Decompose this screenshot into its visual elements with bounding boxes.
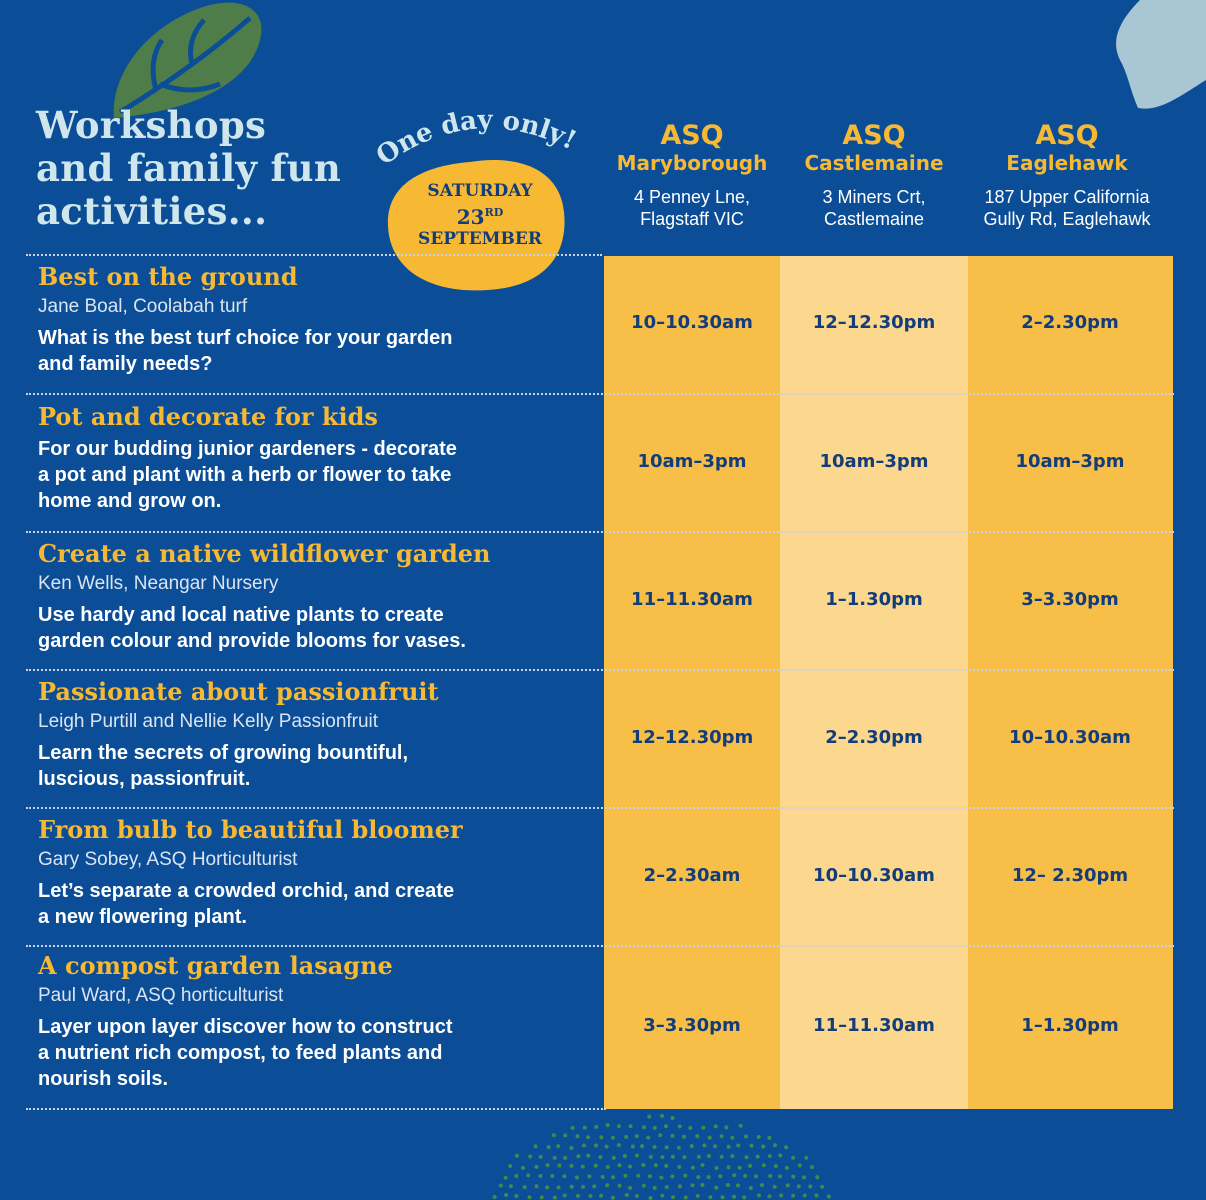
time-castlemaine: 11–11.30am bbox=[813, 1015, 935, 1036]
location-address bbox=[774, 186, 974, 230]
address-line: Gully Rd, Eaglehawk bbox=[983, 209, 1151, 229]
workshop-presenter: Leigh Purtill and Nellie Kelly Passionfruit bbox=[38, 711, 379, 732]
address-line: 4 Penney Lne, bbox=[633, 187, 751, 207]
workshop-row bbox=[38, 678, 598, 792]
workshop-title: Create a native wildflower garden bbox=[38, 539, 491, 568]
badge-day: SATURDAY bbox=[427, 181, 533, 201]
location-header-castlemaine bbox=[774, 122, 974, 230]
location-brand: ASQ bbox=[660, 120, 724, 151]
time-castlemaine: 1–1.30pm bbox=[825, 589, 923, 610]
location-name: Maryborough bbox=[616, 151, 768, 175]
row-divider bbox=[26, 531, 1174, 533]
description-line: Let’s separate a crowded orchid, and create bbox=[38, 880, 455, 902]
description-line: garden colour and provide blooms for vases. bbox=[38, 630, 466, 652]
description-line: nourish soils. bbox=[38, 1068, 169, 1090]
workshop-description bbox=[38, 740, 598, 792]
row-divider bbox=[26, 1108, 606, 1110]
time-maryborough: 11–11.30am bbox=[631, 589, 753, 610]
address-line: Flagstaff VIC bbox=[640, 209, 744, 229]
dot-pattern-icon bbox=[470, 1105, 850, 1200]
workshop-description bbox=[38, 878, 598, 930]
time-eaglehawk: 1–1.30pm bbox=[1021, 1015, 1119, 1036]
workshop-row bbox=[38, 816, 598, 930]
workshop-title: Best on the ground bbox=[38, 262, 298, 291]
description-line: and family needs? bbox=[38, 353, 213, 375]
title-line: Workshops bbox=[36, 103, 267, 147]
address-line: 3 Miners Crt, bbox=[822, 187, 926, 207]
time-castlemaine: 10am–3pm bbox=[819, 451, 929, 472]
workshop-description bbox=[38, 325, 598, 377]
description-line: Layer upon layer discover how to construct bbox=[38, 1016, 453, 1038]
schedule-column-eaglehawk bbox=[968, 256, 1173, 1109]
location-brand: ASQ bbox=[842, 120, 906, 151]
workshop-title: Passionate about passionfruit bbox=[38, 677, 439, 706]
workshop-presenter: Paul Ward, ASQ horticulturist bbox=[38, 985, 284, 1006]
time-eaglehawk: 2–2.30pm bbox=[1021, 312, 1119, 333]
location-address bbox=[592, 186, 792, 230]
workshop-title: A compost garden lasagne bbox=[38, 951, 393, 980]
description-line: a pot and plant with a herb or flower to take bbox=[38, 464, 452, 486]
time-eaglehawk: 10–10.30am bbox=[1009, 727, 1131, 748]
workshop-row bbox=[38, 403, 598, 514]
time-castlemaine: 10–10.30am bbox=[813, 865, 935, 886]
date-suffix: RD bbox=[484, 206, 504, 219]
time-maryborough: 10am–3pm bbox=[637, 451, 747, 472]
workshop-presenter: Jane Boal, Coolabah turf bbox=[38, 296, 248, 317]
time-eaglehawk: 10am–3pm bbox=[1015, 451, 1125, 472]
workshop-description bbox=[38, 602, 598, 654]
workshop-presenter: Ken Wells, Neangar Nursery bbox=[38, 573, 279, 594]
location-header-maryborough bbox=[592, 122, 792, 230]
time-castlemaine: 12–12.30pm bbox=[812, 312, 936, 333]
description-line: a nutrient rich compost, to feed plants and bbox=[38, 1042, 443, 1064]
location-brand: ASQ bbox=[1035, 120, 1099, 151]
time-maryborough: 10–10.30am bbox=[631, 312, 753, 333]
workshop-row bbox=[38, 540, 598, 654]
workshop-row bbox=[38, 952, 598, 1092]
badge-curved-text: One day only! bbox=[371, 105, 581, 172]
row-divider bbox=[26, 807, 1174, 809]
description-line: a new flowering plant. bbox=[38, 906, 247, 928]
description-line: Learn the secrets of growing bountiful, bbox=[38, 742, 409, 764]
workshop-description bbox=[38, 436, 598, 514]
row-divider bbox=[26, 393, 1174, 395]
title-line: activities... bbox=[36, 189, 268, 233]
description-line: home and grow on. bbox=[38, 490, 222, 512]
workshop-presenter: Gary Sobey, ASQ Horticulturist bbox=[38, 849, 298, 870]
time-castlemaine: 2–2.30pm bbox=[825, 727, 923, 748]
time-maryborough: 2–2.30am bbox=[643, 865, 741, 886]
description-line: luscious, passionfruit. bbox=[38, 768, 251, 790]
description-line: Use hardy and local native plants to create bbox=[38, 604, 444, 626]
location-name: Eaglehawk bbox=[1006, 151, 1128, 175]
schedule-column-castlemaine bbox=[780, 256, 968, 1109]
page-title bbox=[36, 104, 376, 233]
location-address bbox=[967, 186, 1167, 230]
location-header-eaglehawk bbox=[967, 122, 1167, 230]
row-divider bbox=[26, 945, 1174, 947]
row-divider bbox=[26, 254, 602, 256]
badge-date bbox=[390, 180, 570, 250]
address-line: Castlemaine bbox=[823, 209, 925, 229]
title-line: and family fun bbox=[36, 146, 342, 190]
badge-month: SEPTEMBER bbox=[418, 229, 542, 249]
description-line: What is the best turf choice for your garden bbox=[38, 327, 453, 349]
time-maryborough: 3–3.30pm bbox=[643, 1015, 741, 1036]
row-divider bbox=[26, 669, 1174, 671]
date-number: 23 bbox=[456, 205, 485, 229]
time-maryborough: 12–12.30pm bbox=[630, 727, 754, 748]
description-line: For our budding junior gardeners - decorate bbox=[38, 438, 457, 460]
workshop-title: From bulb to beautiful bloomer bbox=[38, 815, 463, 844]
workshop-description bbox=[38, 1014, 598, 1092]
address-line: 187 Upper California bbox=[984, 187, 1150, 207]
workshop-title: Pot and decorate for kids bbox=[38, 402, 378, 431]
schedule-column-maryborough bbox=[604, 256, 780, 1109]
location-name: Castlemaine bbox=[804, 151, 944, 175]
leaf-icon bbox=[1110, 0, 1206, 112]
time-eaglehawk: 12– 2.30pm bbox=[1011, 865, 1129, 886]
workshop-row bbox=[38, 263, 598, 377]
time-eaglehawk: 3–3.30pm bbox=[1021, 589, 1119, 610]
badge-date-number bbox=[390, 202, 570, 228]
